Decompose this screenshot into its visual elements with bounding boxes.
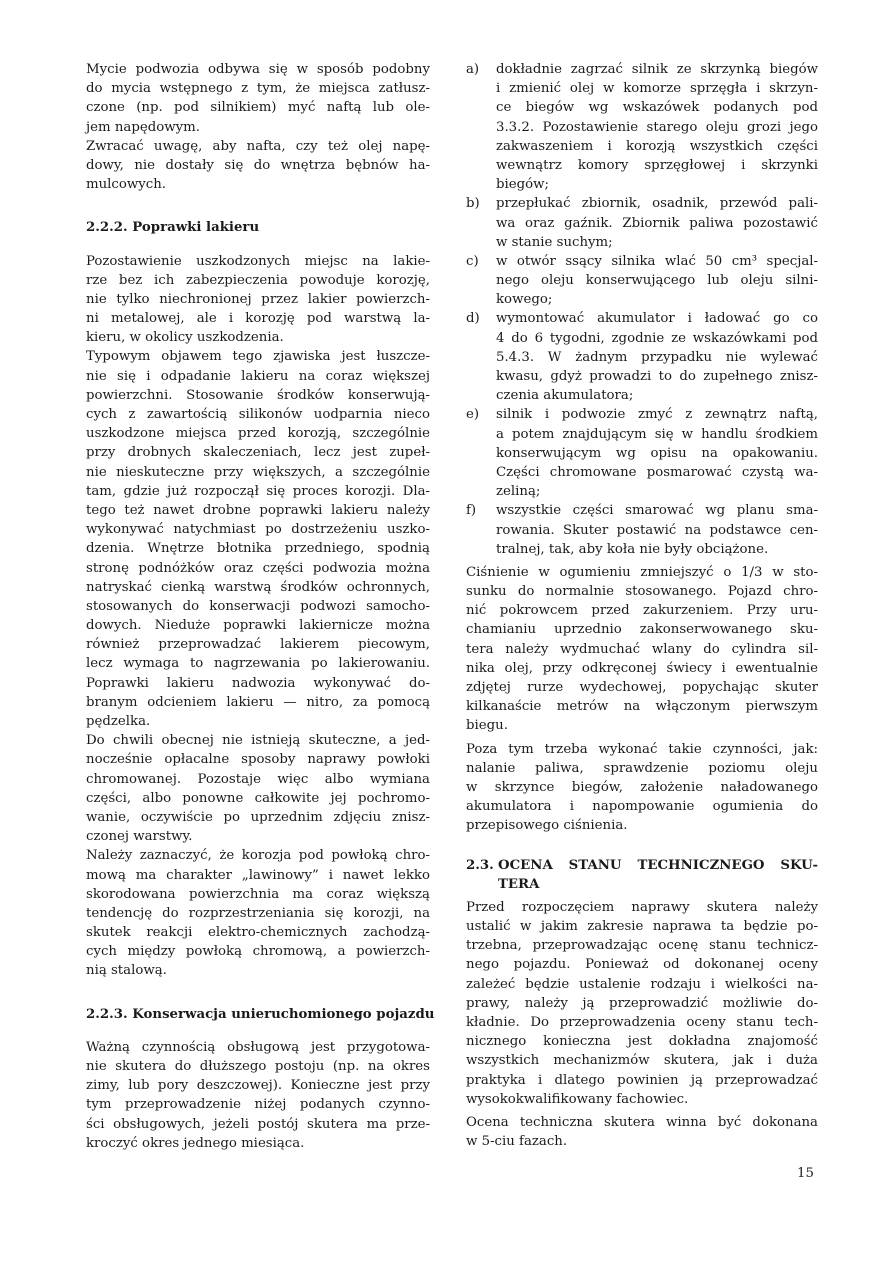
text-line: w skrzynce biegów, założenie naładowanego	[466, 779, 818, 795]
list-marker: e)	[466, 407, 480, 423]
list-marker: a)	[466, 62, 480, 77]
text-line: nie się i odpadanie lakieru na coraz większej	[86, 368, 430, 384]
text-line: cych między powłoką chromową, a powierzch-	[86, 944, 430, 960]
text-line: dokładnie zagrzać silnik ze skrzynką biegów	[496, 62, 818, 77]
text-line: czonej warstwy.	[86, 829, 193, 845]
text-line: kieru, w okolicy uszkodzenia.	[86, 330, 284, 346]
right-column	[466, 60, 818, 1151]
text-line: Części chromowane posmarować czystą wa-	[496, 464, 818, 480]
paragraph	[466, 563, 818, 736]
list-item-text	[496, 60, 818, 194]
text-line: silnik i podwozie zmyć z zewnątrz naftą,	[496, 407, 818, 423]
text-line: nocześnie opłacalne sposoby naprawy powłoki	[86, 752, 430, 768]
text-line: wykonywać natychmiast po dostrzeżeniu uszko-	[86, 522, 430, 538]
section-heading-line: TERA	[498, 876, 540, 892]
intro-paragraph-2	[86, 137, 430, 195]
section-heading-2-2-2: 2.2.2. Poprawki lakieru	[86, 220, 260, 236]
text-line: wewnątrz komory sprzęgłowej i skrzynki	[496, 157, 818, 173]
list-item-c	[466, 252, 818, 310]
paragraph	[466, 1113, 818, 1151]
text-line: przepłukać zbiornik, osadnik, przewód pali-	[496, 196, 818, 212]
text-line: uszkodzone miejsca przed korozją, szczególnie	[86, 426, 430, 442]
text-line: nego pojazdu. Ponieważ od dokonanej oceny	[466, 957, 818, 973]
text-line: wymontować akumulator i ładować go co	[496, 311, 818, 327]
text-line: tralnej, tak, aby koła nie były obciążone.	[496, 541, 769, 557]
paragraph	[86, 252, 430, 348]
text-line: mulcowych.	[86, 177, 167, 193]
text-line: prawy, należy ją przeprowadzić możliwie do-	[466, 995, 818, 1011]
paragraph	[86, 1038, 430, 1153]
text-line: Poza tym trzeba wykonać takie czynności, jak:	[466, 741, 818, 757]
text-line: nić pokrowcem przed zakurzeniem. Przy uru-	[466, 603, 818, 619]
intro-paragraph-1	[86, 60, 430, 137]
text-line: zimy, lub pory deszczowej). Konieczne jest przy	[86, 1078, 430, 1094]
list-item-f	[466, 501, 818, 559]
list-item-e	[466, 405, 818, 501]
list-item-text	[496, 252, 818, 310]
text-line: dowy, nie dostały się do wnętrza bębnów ha-	[86, 157, 430, 173]
text-line: Ocena techniczna skutera winna być dokonana	[466, 1114, 818, 1130]
text-line: tera należy wydmuchać wlany do cylindra sil-	[466, 641, 818, 657]
text-line: branym odcieniem lakieru — nitro, za pomocą	[86, 694, 430, 710]
list-item-b	[466, 194, 818, 252]
text-line: przy drobnych skaleczeniach, lecz jest zupeł-	[86, 445, 430, 461]
text-line: stosowanych do konserwacji podwozi samocho-	[86, 598, 430, 614]
text-line: wszystkich mechanizmów skutera, jak i duża	[466, 1053, 818, 1069]
text-line: w otwór ssący silnika wlać 50 cm³ specjal-	[496, 253, 818, 269]
text-line: wysokokwalifikowany fachowiec.	[466, 1091, 689, 1107]
text-line: Pozostawienie uszkodzonych miejsc na lakie-	[86, 253, 430, 269]
paragraph	[466, 740, 818, 836]
text-line: chromowanej. Pozostaje więc albo wymiana	[86, 771, 430, 787]
text-line: Poprawki lakieru nadwozia wykonywać do-	[86, 675, 430, 691]
text-line: zależeć będzie ustalenie rodzaju i wielkości na-	[466, 976, 818, 992]
list-item-d	[466, 309, 818, 405]
text-line: czone (np. pod silnikiem) myć naftą lub ole-	[86, 100, 430, 116]
text-line: sunku do normalnie stosowanego. Pojazd chro-	[466, 584, 818, 600]
text-line: wanie, oczywiście po uprzednim zdjęciu znisz-	[86, 809, 430, 825]
section-number: 2.3.	[466, 857, 494, 873]
text-line: przepisowego ciśnienia.	[466, 818, 628, 834]
text-line: skorodowana powierzchnia ma coraz większą	[86, 886, 430, 902]
paragraph	[466, 898, 818, 1109]
text-line: natryskać cienką warstwą środków ochronnych,	[86, 579, 430, 595]
text-line: nalanie paliwa, sprawdzenie poziomu oleju	[466, 760, 818, 776]
text-line: 3.3.2. Pozostawienie starego oleju grozi jego	[496, 119, 818, 135]
list-item-text	[496, 501, 818, 559]
text-line: jem napędowym.	[86, 119, 200, 135]
list-marker: d)	[466, 311, 480, 327]
text-line: wszystkie części smarować wg planu sma-	[496, 503, 818, 519]
text-line: nie tylko niechronionej przez lakier powierzch-	[86, 291, 430, 307]
text-line: kowego;	[496, 292, 553, 308]
text-line: akumulatora i napompowanie ogumienia do	[466, 799, 818, 815]
text-line: a potem znajdującym się w handlu środkiem	[496, 426, 818, 442]
text-line: i zmienić olej w komorze sprzęgła i skrzyn-	[496, 81, 818, 97]
text-line: tego też nawet drobne poprawki lakieru należy	[86, 502, 430, 518]
text-line: Zwracać uwagę, aby nafta, czy też olej napę-	[86, 138, 430, 154]
text-line: nie skutera do dłuższego postoju (np. na okres	[86, 1059, 430, 1075]
text-line: tam, gdzie już rozpoczął się proces korozji. Dla-	[86, 483, 430, 499]
list-item-text	[496, 194, 818, 252]
text-line: nie nieskuteczne przy większych, a szczególnie	[86, 464, 430, 480]
text-line: mową ma charakter „lawinowy” i nawet lekko	[86, 867, 430, 883]
list-marker: b)	[466, 196, 480, 212]
text-line: nią stalową.	[86, 963, 167, 979]
text-line: zdjętej rurze wydechowej, popychając skuter	[466, 680, 818, 695]
text-line: rowania. Skuter postawić na podstawce cen-	[496, 522, 818, 538]
text-line: praktyka i dlatego powinien ją przeprowadzać	[466, 1072, 818, 1088]
text-line: nego oleju konserwującego lub oleju silni-	[496, 273, 818, 289]
text-line: dzenia. Wnętrze błotnika przedniego, spodnią	[86, 541, 430, 557]
text-line: biegów;	[496, 177, 550, 193]
section-heading-line: OCENA STANU TECHNICZNEGO SKU-	[498, 857, 818, 873]
text-line: do mycia wstępnego z tym, że miejsca zatłusz-	[86, 81, 430, 97]
text-line: 4 do 6 tygodni, zgodnie ze wskazówkami pod	[496, 330, 818, 346]
list-item-text	[496, 405, 818, 501]
left-column	[86, 60, 435, 1153]
text-line: lecz wymaga to nagrzewania po lakierowaniu.	[86, 656, 430, 672]
text-line: kwasu, gdyż prowadzi to do zupełnego znisz-	[496, 369, 818, 384]
text-line: stronę podnóżków oraz części podwozia można	[86, 560, 430, 576]
text-line: wa oraz gaźnik. Zbiornik paliwa pozostawić	[496, 215, 818, 231]
text-line: Mycie podwozia odbywa się w sposób podobny	[86, 62, 430, 77]
section-heading-2-3	[466, 856, 818, 894]
text-line: skutek reakcji elektro-chemicznych zachodzą-	[86, 925, 430, 941]
text-line: zakwaszeniem i korozją wszystkich części	[496, 138, 818, 154]
text-line: powierzchni. Stosowanie środków konserwują-	[86, 387, 430, 403]
text-line: również przeprowadzać lakierem piecowym,	[86, 637, 430, 653]
text-line: cych z zawartością silikonów uodparnia nieco	[86, 407, 430, 423]
text-line: kładnie. Do przeprowadzenia oceny stanu tech-	[466, 1015, 818, 1031]
page-number: 15	[797, 1166, 814, 1181]
list-marker: c)	[466, 253, 479, 269]
text-line: Przed rozpoczęciem naprawy skutera należy	[466, 899, 818, 915]
text-line: ustalić w jakim zakresie naprawa ta będzie po-	[466, 919, 818, 935]
text-line: tym przeprowadzenie niżej podanych czynno-	[86, 1097, 430, 1113]
text-line: pędzelka.	[86, 714, 151, 730]
text-line: w 5-ciu fazach.	[466, 1134, 568, 1150]
paragraph	[86, 731, 430, 846]
text-line: tendencję do rozprzestrzeniania się korozji, na	[86, 905, 430, 921]
text-line: kilkanaście metrów na włączonym pierwszym	[466, 699, 818, 715]
text-line: dowych. Nieduże poprawki lakiernicze można	[86, 618, 430, 634]
text-line: Do chwili obecnej nie istnieją skuteczne, a jed-	[86, 733, 430, 749]
text-line: konserwującym wg opisu na opakowaniu.	[496, 445, 818, 461]
text-line: części, albo ponowne całkowite jej pochromo-	[86, 790, 430, 806]
text-line: ści obsługowych, jeżeli postój skutera ma prze-	[86, 1116, 430, 1132]
text-line: rze bez ich zabezpieczenia powoduje korozję,	[86, 272, 430, 288]
text-line: 5.4.3. W żadnym przypadku nie wylewać	[496, 349, 818, 365]
text-line: zeliną;	[496, 484, 541, 500]
list-marker: f)	[466, 503, 477, 519]
text-line: nicznego konieczna jest dokładna znajomość	[466, 1034, 818, 1050]
text-line: Typowym objawem tego zjawiska jest łuszcze-	[86, 349, 430, 365]
text-line: trzebna, przeprowadzając ocenę stanu technicz-	[466, 938, 818, 954]
section-heading-2-2-3: 2.2.3. Konserwacja unieruchomionego pojazdu	[86, 1006, 435, 1022]
text-line: nika olej, przy odkręconej świecy i ewentualnie	[466, 660, 818, 676]
text-line: czenia akumulatora;	[496, 388, 634, 404]
text-line: Ważną czynnością obsługową jest przygotowa-	[86, 1039, 430, 1055]
text-line: kroczyć okres jednego miesiąca.	[86, 1135, 305, 1151]
text-line: ni metalowej, ale i korozję pod warstwą la-	[86, 311, 430, 327]
text-line: ce biegów wg wskazówek podanych pod	[496, 100, 818, 116]
text-line: biegu.	[466, 718, 508, 734]
paragraph	[86, 846, 430, 980]
list-item-text	[496, 309, 818, 405]
paragraph	[86, 347, 430, 731]
list-item-a	[466, 60, 818, 194]
text-line: Należy zaznaczyć, że korozja pod powłoką chro-	[86, 848, 430, 864]
text-line: w stanie suchym;	[496, 234, 613, 250]
text-line: Ciśnienie w ogumieniu zmniejszyć o 1/3 w sto-	[466, 564, 818, 580]
text-line: chamianiu uprzednio zakonserwowanego sku-	[466, 622, 818, 638]
